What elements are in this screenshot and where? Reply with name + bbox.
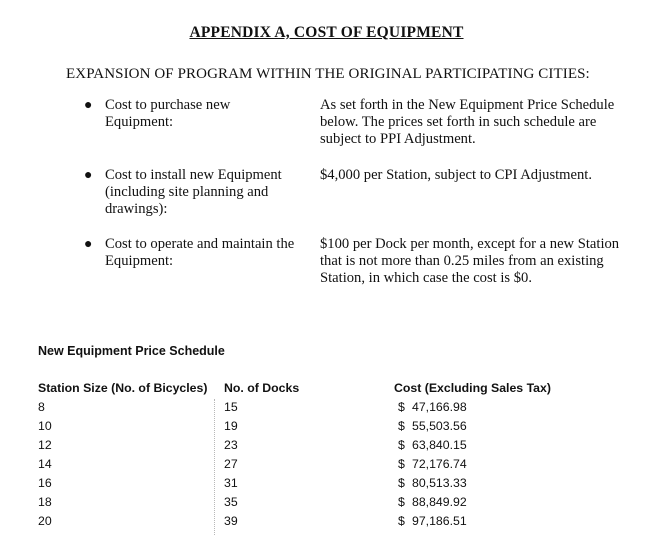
currency-symbol: $ <box>398 400 405 414</box>
station-size-cell: 12 <box>38 438 52 452</box>
currency-symbol: $ <box>398 476 405 490</box>
cost-amount: 55,503.56 <box>412 419 467 433</box>
header-docks: No. of Docks <box>224 381 300 395</box>
docks-cell: 35 <box>224 495 238 509</box>
currency-symbol: $ <box>398 438 405 452</box>
station-size-cell: 8 <box>38 400 45 414</box>
table-row <box>38 400 638 418</box>
currency-symbol: $ <box>398 495 405 509</box>
currency-symbol: $ <box>398 514 405 528</box>
bullet-description <box>320 167 640 184</box>
docks-cell: 39 <box>224 514 238 528</box>
table-header-row <box>38 381 638 399</box>
station-size-cell: 16 <box>38 476 52 490</box>
currency-symbol: $ <box>398 457 405 471</box>
bullet-description <box>320 97 640 148</box>
bullet-dot-icon: ● <box>84 237 93 252</box>
bullet-label-line: (including site planning and <box>105 184 269 200</box>
bullet-description-line: below. The prices set forth in such schedule are <box>320 114 597 130</box>
section-subtitle: EXPANSION OF PROGRAM WITHIN THE ORIGINAL PARTICIPATING CITIES: <box>66 66 590 82</box>
bullet-description-line: subject to PPI Adjustment. <box>320 131 476 147</box>
header-station-size: Station Size (No. of Bicycles) <box>38 381 208 395</box>
bullet-description-line: $4,000 per Station, subject to CPI Adjustment. <box>320 167 593 183</box>
bullet-description-line: that is not more than 0.25 miles from an existing <box>320 253 604 269</box>
bullet-description <box>320 236 640 287</box>
bullet-label-line: Equipment: <box>105 114 174 130</box>
bullet-label-line: drawings): <box>105 201 168 217</box>
table-row <box>38 495 638 513</box>
docks-cell: 19 <box>224 419 238 433</box>
bullet-label-line: Cost to install new Equipment <box>105 167 282 183</box>
station-size-cell: 18 <box>38 495 52 509</box>
bullet-description-line: $100 per Dock per month, except for a new Station <box>320 236 620 252</box>
cost-amount: 80,513.33 <box>412 476 467 490</box>
bullet-label-line: Cost to operate and maintain the <box>105 236 295 252</box>
bullet-label <box>105 97 305 131</box>
table-row <box>38 457 638 475</box>
bullet-label <box>105 167 305 218</box>
cost-amount: 97,186.51 <box>412 514 467 528</box>
table-row <box>38 419 638 437</box>
station-size-cell: 20 <box>38 514 52 528</box>
header-cost: Cost (Excluding Sales Tax) <box>394 381 551 395</box>
bullet-label-line: Equipment: <box>105 253 174 269</box>
document-title: APPENDIX A, COST OF EQUIPMENT <box>189 24 464 41</box>
cost-amount: 47,166.98 <box>412 400 467 414</box>
docks-cell: 23 <box>224 438 238 452</box>
price-schedule-title: New Equipment Price Schedule <box>38 344 225 358</box>
station-size-cell: 10 <box>38 419 52 433</box>
cost-amount: 63,840.15 <box>412 438 467 452</box>
bullet-dot-icon: ● <box>84 168 93 183</box>
bullet-description-line: Station, in which case the cost is $0. <box>320 270 532 286</box>
bullet-description-line: As set forth in the New Equipment Price Schedule <box>320 97 615 113</box>
table-row <box>38 514 638 532</box>
docks-cell: 27 <box>224 457 238 471</box>
table-row <box>38 476 638 494</box>
currency-symbol: $ <box>398 419 405 433</box>
cost-amount: 88,849.92 <box>412 495 467 509</box>
bullet-label-line: Cost to purchase new <box>105 97 231 113</box>
table-row <box>38 438 638 456</box>
docks-cell: 31 <box>224 476 238 490</box>
docks-cell: 15 <box>224 400 238 414</box>
bullet-label <box>105 236 305 270</box>
cost-amount: 72,176.74 <box>412 457 467 471</box>
station-size-cell: 14 <box>38 457 52 471</box>
bullet-dot-icon: ● <box>84 98 93 113</box>
